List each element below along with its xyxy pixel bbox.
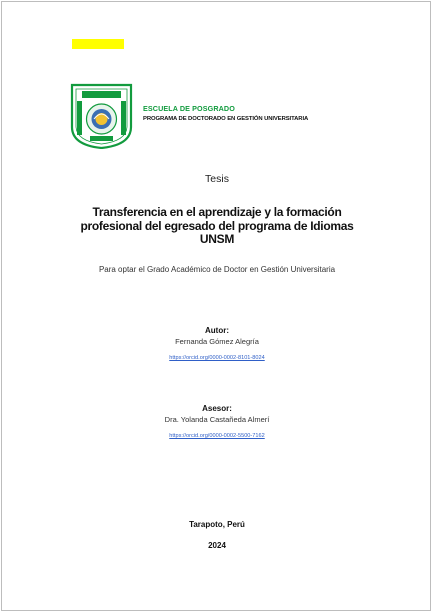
author-name: Fernanda Gómez Alegría: [175, 337, 259, 346]
institution-header: [143, 104, 308, 122]
highlight-mark: [72, 39, 124, 49]
advisor-section: [0, 404, 434, 442]
author-orcid-link[interactable]: https://orcid.org/0000-0002-8101-8024: [169, 355, 265, 361]
author-label: Autor:: [205, 326, 229, 335]
place: Tarapoto, Perú: [189, 520, 245, 529]
university-seal-icon: [70, 83, 133, 149]
advisor-name: Dra. Yolanda Castañeda Almerí: [164, 415, 270, 424]
thesis-title: Transferencia en el aprendizaje y la formación profesional del egresado del programa de Idiomas UNSM: [80, 205, 354, 246]
advisor-label: Asesor:: [202, 404, 232, 413]
document-type: Tesis: [205, 173, 229, 185]
program-name: PROGRAMA DE DOCTORADO EN GESTIÓN UNIVERSITARIA: [143, 116, 309, 122]
school-name: ESCUELA DE POSGRADO: [143, 104, 235, 113]
advisor-orcid-link[interactable]: https://orcid.org/0000-0002-5500-7162: [169, 433, 265, 439]
degree-statement: Para optar el Grado Académico de Doctor en Gestión Universitaria: [98, 265, 336, 274]
author-section: [0, 326, 434, 364]
year: 2024: [208, 541, 226, 550]
seal-graphic: [70, 83, 133, 149]
